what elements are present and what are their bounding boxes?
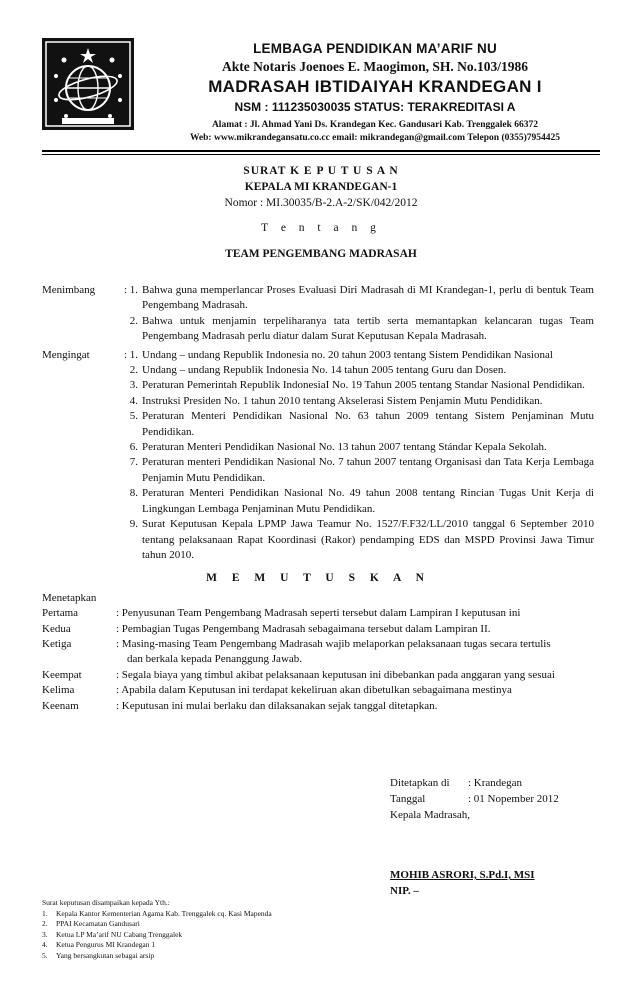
issued-place-row: Ditetapkan di : Krandegan — [390, 777, 523, 789]
regarding-label: T e n t a n g — [261, 222, 381, 234]
list-item: 2. Undang – undang Republik Indonesia No. 14 tahun 2005 tentang Guru dan Dosen. — [129, 364, 507, 377]
list-item: 2. Bahwa untuk menjamin terpeliharanya tata tertib serta memantapkan kelancaran tugas Team Pengembang Madrasah perlu diatur dalam Surat Keputusan Kepala Madrasah. — [129, 314, 594, 343]
institution-name: LEMBAGA PENDIDIKAN MA’ARIF NU — [253, 41, 497, 56]
list-item: 1. Kepala Kantor Kementerian Agama Kab. Trenggalek cq. Kasi Mapenda — [42, 908, 272, 918]
decision-row: Keempat : Segala biaya yang timbul akibat pelaksanaan keputusan ini dibebankan pada anggaran yang sesuai — [42, 668, 555, 681]
distribution-list — [42, 898, 442, 961]
signatory-position: Kepala Madrasah, — [390, 809, 471, 821]
signatory-nip: NIP. – — [390, 885, 419, 897]
nu-logo-icon — [42, 38, 134, 130]
list-item: 5. Yang bersangkutan sebagai arsip — [42, 950, 155, 960]
signatory-name: MOHIB ASRORI, S.Pd.I, MSI — [390, 869, 535, 881]
mengingat-list — [116, 348, 594, 564]
school-nsm-status: NSM : 111235030035 STATUS: TERAKREDITASI A — [234, 100, 516, 114]
decree-body — [42, 283, 594, 714]
list-item: : 1. Bahwa guna memperlancar Proses Evaluasi Diri Madrasah di MI Krandegan-1, perlu di bentuk Team Pengembang Madrasah. — [123, 284, 594, 312]
letterhead — [140, 40, 610, 145]
distribution-title: Surat keputusan disampaikan kepada Yth.: — [42, 898, 170, 907]
school-name: MADRASAH IBTIDAIYAH KRANDEGAN I — [208, 77, 542, 96]
mengingat-section — [42, 348, 594, 564]
issuer-title: KEPALA MI KRANDEGAN-1 — [244, 181, 398, 193]
document-subject: TEAM PENGEMBANG MADRASAH — [225, 248, 417, 260]
list-item: 4. Ketua Pengurus MI Krandegan 1 — [42, 940, 156, 949]
decision-row: Kedua : Pembagian Tugas Pengembang Madrasah sebagaimana tersebut dalam Lampiran II. — [42, 622, 491, 635]
list-item: 5. Peraturan Menteri Pendidikan Nasional No. 63 tahun 2009 tentang Sistem Penjaminan Mutu Pendidikan. — [129, 410, 594, 438]
mengingat-label: Mengingat — [42, 348, 90, 361]
document-type: SURAT K E P U T U S A N — [243, 165, 399, 177]
menimbang-section — [42, 283, 594, 345]
school-contact: Web: www.mikrandegansatu.co.cc email: mikrandegan@gmail.com Telepon (0355)7954425 — [189, 133, 561, 143]
list-item: 8. Peraturan Menteri Pendidikan Nasional No. 49 tahun 2008 tentang Rincian Tugas Unit Kerja di Lingkungan Lembaga Penjaminan Mutu Pendidikan. — [129, 487, 594, 515]
school-address: Alamat : Jl. Ahmad Yani Ds. Krandegan Kec. Gandusari Kab. Trenggalek 66372 — [211, 120, 539, 130]
notary-deed: Akte Notaris Joenoes E. Maogimon, SH. No.103/1986 — [222, 59, 528, 74]
menimbang-list — [116, 283, 594, 345]
issued-date-row: Tanggal : 01 Nopember 2012 — [390, 793, 559, 805]
decision-row: Kelima : Apabila dalam Keputusan ini terdapat kekeliruan akan dibetulkan sebagaimana mestinya — [42, 684, 512, 697]
letterhead-divider-thin — [42, 154, 600, 155]
menimbang-label: Menimbang — [42, 284, 96, 296]
document-number: Nomor : MI.30035/B-2.A-2/SK/042/2012 — [224, 197, 418, 209]
memutuskan-heading: M E M U T U S K A N — [206, 572, 430, 585]
list-item: 7. Peraturan menteri Pendidikan Nasional No. 7 tahun 2007 tentang Organisasi dan Tata Kerja Lembaga Penjamin Mutu Pendidikan. — [129, 456, 594, 484]
list-item: 2. PPAI Kecamatan Gandusari — [42, 919, 140, 928]
decision-row: Keenam : Keputusan ini mulai berlaku dan dilaksanakan sejak tanggal ditetapkan. — [42, 699, 438, 712]
list-item: 3. Peraturan Pemerintah Republik IndonesiaI No. 19 Tahun 2005 tentang Standar Nasional Pendidikan. — [129, 379, 585, 392]
letterhead-divider-thick — [42, 150, 600, 152]
list-item: 4. Instruksi Presiden No. 1 tahun 2010 tentang Akselerasi Sistem Penjamin Mutu Pendidikan. — [129, 394, 543, 407]
signature-block — [390, 775, 610, 899]
list-item: : 1. Undang – undang Republik Indonesia no. 20 tahun 2003 tentang Sistem Pendidikan Nasional — [123, 348, 553, 361]
list-item: 6. Peraturan Menteri Pendidikan Nasional No. 13 tahun 2007 tentang Stándar Kepala Sekolah. — [129, 441, 547, 454]
memutuskan-section — [42, 591, 594, 714]
decision-row: Ketiga : Masing-masing Team Pengembang Madrasah wajib melaporkan pelaksanaan tugas secara tertulis dan berkala kepada Penanggung Jawab. — [42, 637, 551, 666]
decision-row: Pertama : Penyusunan Team Pengembang Madrasah seperti tersebut dalam Lampiran I keputusan ini — [42, 607, 521, 620]
list-item: 9. Surat Keputusan Kepala LPMP Jawa Teamur No. 1527/F.F32/LL/2010 tanggal 6 September 2010 tentang pelaksanaan Rapat Koordinasi (Rakor) pendamping EDS dan MSPD Provinsi Jawa Timur tahun 2010. — [129, 518, 594, 561]
list-item: 3. Ketua LP Ma’arif NU Cabang Trenggalek — [42, 929, 183, 939]
menetapkan-label: Menetapkan — [42, 591, 97, 604]
